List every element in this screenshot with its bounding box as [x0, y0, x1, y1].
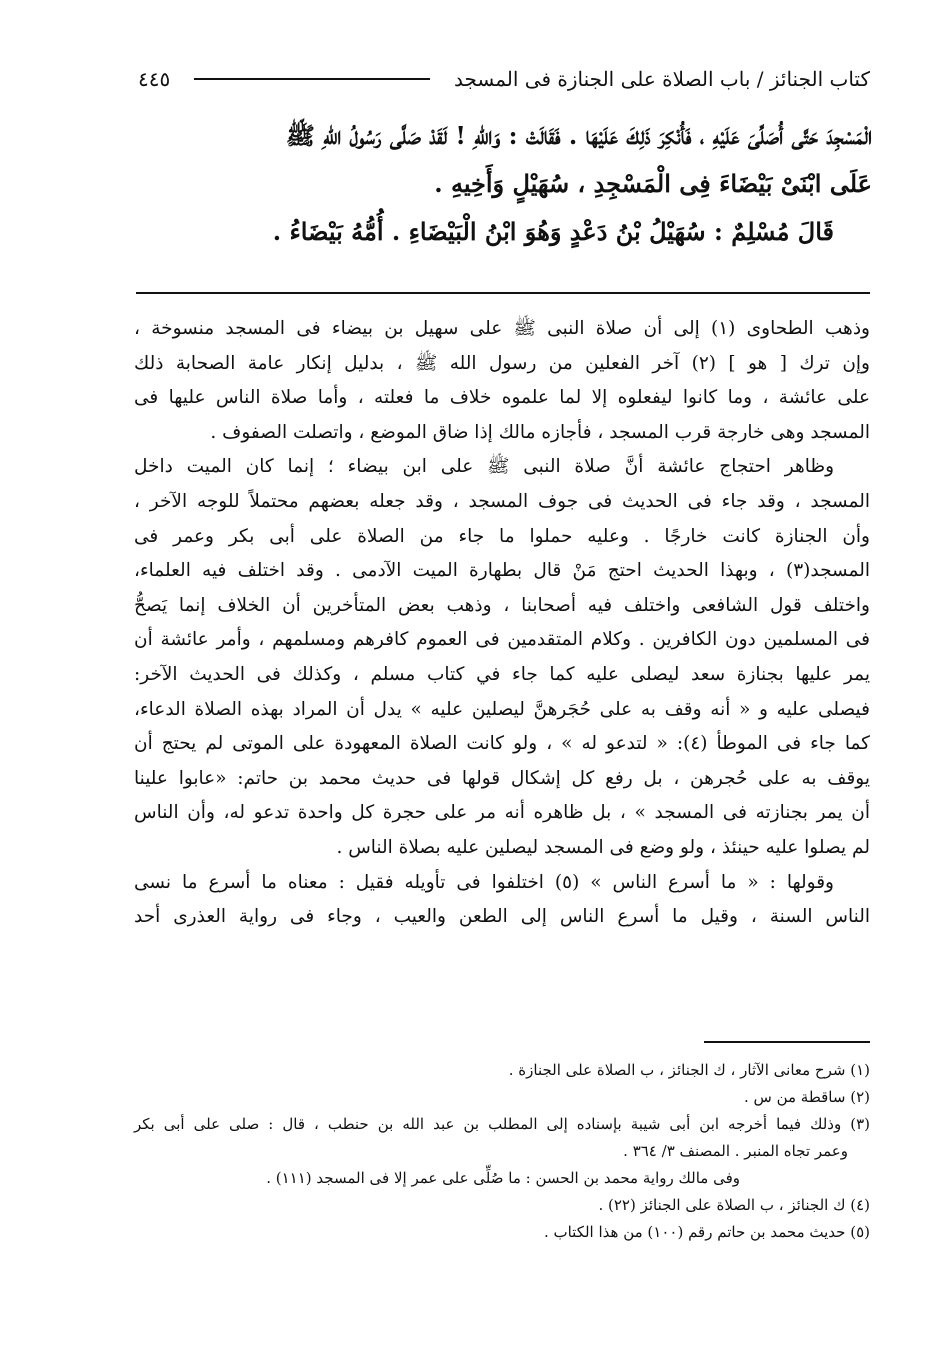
commentary-line: أن يمر بجنازته فى المسجد » ، بل ظاهره أنه مر على حجرة كل واحدة تدعو له، وأن الناس: [134, 802, 870, 824]
footnote: (٤) ك الجنائز ، ب الصلاة على الجنائز (٢٢) .: [598, 1196, 870, 1214]
commentary-line: المسجد(٣) ، وبهذا الحديث احتج مَنْ قال بطهارة الميت الآدمى . وقد اختلف فيه العلماء،: [134, 560, 870, 582]
commentary-line: يوقف به على حُجرهن ، بل رفع كل إشكال قولها فى حديث محمد بن حاتم: «عابوا علينا: [134, 767, 870, 789]
commentary-line: وقولها : « ما أسرع الناس » (٥) اختلفوا فى تأويله فقيل : معناه ما أسرع ما نسى: [134, 871, 834, 893]
commentary-line: يمر عليها بجنازة سعد ليصلى عليه كما جاء في كتاب مسلم ، وكذلك فى الحديث الآخر:: [134, 663, 870, 685]
footnote: (٣) وذلك فيما أخرجه ابن أبى شيبة بإسناده إلى المطلب بن عبد الله بن حنطب ، قال : صلى على أبى بكر: [134, 1115, 870, 1133]
commentary-line: المسجد وهى خارجة قرب المسجد ، فأجازه مالك إذا ضاق الموضع ، واتصلت الصفوف .: [210, 421, 870, 443]
header-rule: [194, 78, 430, 80]
commentary-line: على عائشة ، وما كانوا ليفعلوه إلا لما علموه خلاف ما فعلته ، وأما صلاة الناس عليها فى: [134, 387, 870, 409]
commentary-line: وذهب الطحاوى (١) إلى أن صلاة النبى ﷺ على سهيل بن بيضاء فى المسجد منسوخة ،: [134, 318, 870, 339]
commentary-text: [134, 312, 870, 935]
footnote-divider: [704, 1041, 870, 1043]
commentary-line: وإن ترك [ هو ] (٢) آخر الفعلين من رسول الله ﷺ ، بدليل إنكار عامة الصحابة ذلك: [134, 352, 870, 374]
footnote: (١) شرح معانى الآثار ، ك الجنائز ، ب الصلاة على الجنازة .: [508, 1061, 870, 1079]
footnote: (٥) حديث محمد بن حاتم رقم (١٠٠) من هذا الكتاب .: [543, 1223, 870, 1241]
hadith-line: قَالَ مُسْلِمٌ : سُهَيْلُ بْنُ دَعْدٍ وَهُوَ ابْنُ الْبَيْضَاءِ . أُمُّهُ بَيْضَاءُ .: [272, 217, 834, 246]
commentary-line: المسجد ، وقد جاء فى الحديث فى جوف المسجد ، وقد جعله بعضهم محتملاً للوجه الآخر ،: [134, 490, 870, 512]
footnote-continuation: وفى مالك رواية محمد بن الحسن : ما صُلِّى على عمر إلا فى المسجد (١١١) .: [266, 1169, 740, 1187]
footnote: (٢) ساقطة من س .: [743, 1088, 870, 1106]
running-header: [138, 62, 870, 96]
commentary-line: وظاهر احتجاج عائشة أنَّ صلاة النبى ﷺ على ابن بيضاء ؛ إنما كان الميت داخل: [134, 456, 834, 478]
section-divider: [136, 292, 870, 294]
commentary-line: الناس السنة ، وقيل ما أسرع الناس إلى الطعن والعيب ، وجاء فى رواية العذرى أحد: [134, 906, 870, 928]
commentary-line: لم يصلوا عليه حينئذ ، ولو وضع فى المسجد ليصلين عليه بصلاة الناس .: [336, 836, 870, 858]
hadith-line: الْمَسْجِدَ حَتَّى أُصَلِّىَ عَلَيْهِ ، فَأُنْكِرَ ذَلِكَ عَلَيْهَا . فَقَالَتْ : وَاللهِ ! لَقَدْ صَلَّى رَسُولُ اللهِ ﷺ: [285, 121, 872, 150]
footnotes: [134, 1057, 870, 1246]
hadith-text: [130, 112, 872, 256]
commentary-line: واختلف قول الشافعى واختلف فيه أصحابنا ، وذهب بعض المتأخرين أن الخلاف إنما يَصحُّ: [134, 594, 870, 616]
commentary-line: وأن الجنازة كانت خارجًا . وعليه حملوا ما جاء من الصلاة على أبى بكر وعمر فى: [134, 525, 870, 547]
header-title: كتاب الجنائز / باب الصلاة على الجنازة فى المسجد: [453, 67, 870, 91]
commentary-line: كما جاء فى الموطأ (٤): « لتدعو له » ، ولو كانت الصلاة المعهودة على الموتى لم يحتج أن: [134, 733, 870, 755]
hadith-line: عَلَى ابْنَىْ بَيْضَاءَ فِى الْمَسْجِدِ ، سُهَيْلٍ وَأَخِيهِ .: [434, 169, 872, 198]
commentary-line: فى المسلمين دون الكافرين . وكلام المتقدمين فى العموم كافرهم ومسلمهم ، وأمر عائشة أن: [134, 629, 870, 651]
commentary-line: فيصلى عليه و « أنه وقف به على حُجَرهنَّ ليصلين عليه » يدل أن المراد بهذه الصلاة الدعاء،: [134, 698, 870, 720]
page-number: ٤٤٥: [138, 67, 171, 91]
footnote-continuation: وعمر تجاه المنبر . المصنف ٣/ ٣٦٤ .: [623, 1142, 848, 1160]
